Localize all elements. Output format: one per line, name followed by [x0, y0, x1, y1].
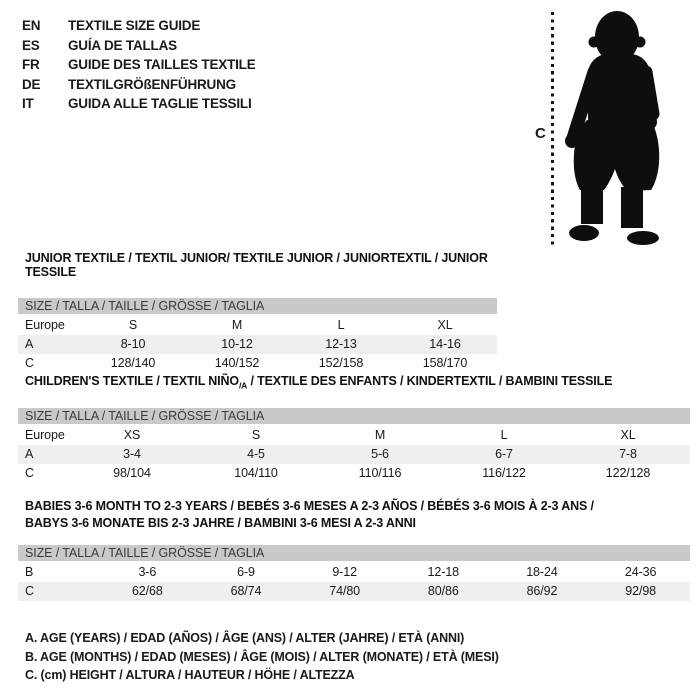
- table-cell: 152/158: [318, 356, 364, 370]
- table-header-row: [18, 545, 690, 562]
- table-cell: XL: [437, 318, 453, 332]
- toddler-silhouette-icon: [555, 0, 700, 250]
- language-row: [22, 16, 256, 36]
- row-label: Europe: [25, 427, 65, 442]
- table-header-row: [18, 408, 690, 425]
- language-title: GUÍA DE TALLAS: [68, 37, 177, 53]
- table-cell: L: [337, 318, 345, 332]
- section-childrens-textile: [18, 374, 690, 483]
- row-label: Europe: [25, 318, 65, 332]
- table-cell: 116/122: [482, 465, 526, 480]
- table-cell: 110/116: [358, 465, 402, 480]
- table-cell: 62/68: [131, 584, 163, 598]
- table-row: [18, 335, 497, 354]
- height-measure-dotted-line: [551, 12, 554, 245]
- language-title: GUIDA ALLE TAGLIE TESSILI: [68, 96, 252, 111]
- table-cell: 3-6: [138, 565, 157, 579]
- table-header: SIZE / TALLA / TAILLE / GRÖSSE / TAGLIA: [18, 408, 690, 425]
- table-cell: S: [251, 427, 261, 442]
- table-cell: XL: [620, 427, 636, 442]
- language-code: FR: [22, 57, 40, 72]
- legend-line-c: C. (cm) HEIGHT / ALTURA / HAUTEUR / HÖHE / ALTEZZA: [25, 668, 355, 682]
- language-row: [22, 75, 256, 95]
- language-list: [22, 16, 256, 114]
- table-header-row: [18, 298, 497, 315]
- section-junior-textile: [18, 251, 497, 373]
- table-cell: 74/80: [329, 584, 361, 598]
- table-cell: 86/92: [526, 584, 558, 598]
- row-label: B: [25, 565, 34, 579]
- measurement-legend: [25, 629, 499, 685]
- children-size-table: [18, 408, 690, 483]
- table-cell: 8-10: [120, 337, 146, 351]
- table-cell: 5-6: [371, 446, 389, 461]
- row-label: A: [25, 337, 34, 351]
- table-cell: 6-7: [495, 446, 513, 461]
- table-row: [18, 315, 497, 335]
- table-row: [18, 354, 497, 373]
- table-cell: 158/170: [422, 356, 468, 370]
- section-babies-textile: [18, 498, 690, 601]
- table-cell: S: [128, 318, 138, 332]
- height-measure-label: C: [535, 125, 546, 142]
- table-cell: 98/104: [113, 465, 151, 480]
- row-label: C: [25, 465, 34, 480]
- table-cell: 6-9: [237, 565, 255, 579]
- language-title: TEXTILGRÖßENFÜHRUNG: [68, 76, 236, 92]
- table-row: [18, 562, 690, 582]
- row-label: C: [25, 356, 34, 370]
- table-cell: 10-12: [221, 337, 253, 351]
- table-cell: 122/128: [605, 465, 651, 480]
- section-title: JUNIOR TEXTILE / TEXTIL JUNIOR/ TEXTILE JUNIOR / JUNIORTEXTIL / JUNIOR TESSILE: [25, 251, 488, 279]
- section-title-line2: BABYS 3-6 MONATE BIS 2-3 JAHRE / BAMBINI 3-6 MESI A 2-3 ANNI: [25, 516, 416, 530]
- section-title: CHILDREN'S TEXTILE / TEXTIL $NIÑO_{/A}$ / TEXTILE DES ENFANTS / KINDERTEXTIL / BAMBINI TESSILE: [25, 374, 613, 391]
- table-cell: M: [374, 427, 386, 442]
- junior-size-table: [18, 298, 497, 373]
- table-cell: 3-4: [123, 446, 141, 461]
- language-code: IT: [22, 96, 34, 111]
- table-cell: 18-24: [526, 565, 558, 579]
- table-cell: 80/86: [427, 584, 459, 598]
- table-cell: 12-13: [325, 337, 357, 351]
- gender-suffix-subscript: /A: [238, 380, 248, 391]
- language-code: EN: [22, 18, 41, 33]
- row-label: A: [25, 446, 34, 461]
- table-cell: 92/98: [625, 584, 657, 598]
- table-header: SIZE / TALLA / TAILLE / GRÖSSE / TAGLIA: [18, 545, 690, 562]
- table-cell: 128/140: [110, 356, 156, 370]
- table-row: [18, 464, 690, 483]
- table-cell: 24-36: [624, 565, 657, 579]
- language-code: DE: [22, 76, 41, 92]
- legend-line-b: B. AGE (MONTHS) / EDAD (MESES) / ÂGE (MOIS) / ALTER (MONATE) / ETÀ (MESI): [25, 649, 499, 664]
- language-title: TEXTILE SIZE GUIDE: [68, 18, 201, 33]
- table-cell: M: [231, 318, 243, 332]
- table-cell: 9-12: [332, 565, 357, 579]
- row-label: C: [25, 584, 34, 598]
- language-row: [22, 36, 256, 56]
- language-row: [22, 55, 256, 75]
- table-cell: 14-16: [429, 337, 461, 351]
- table-cell: 68/74: [230, 584, 262, 598]
- table-cell: 4-5: [247, 446, 265, 461]
- babies-size-table: [18, 545, 690, 601]
- table-cell: 7-8: [619, 446, 637, 461]
- table-row: [18, 582, 690, 601]
- table-cell: 104/110: [234, 465, 278, 480]
- table-cell: XS: [123, 427, 141, 442]
- table-cell: 12-18: [427, 565, 460, 579]
- table-cell: L: [500, 427, 508, 442]
- table-row: [18, 425, 690, 445]
- section-title: [18, 498, 690, 532]
- section-title-line1: BABIES 3-6 MONTH TO 2-3 YEARS / BEBÉS 3-6 MESES A 2-3 AÑOS / BÉBÉS 3-6 MOIS À 2-3 ANS /: [25, 499, 594, 513]
- language-code: ES: [22, 37, 40, 53]
- table-cell: 140/152: [214, 356, 260, 370]
- language-row: [22, 94, 256, 114]
- table-row: [18, 445, 690, 464]
- legend-line-a: A. AGE (YEARS) / EDAD (AÑOS) / ÂGE (ANS) / ALTER (JAHRE) / ETÀ (ANNI): [25, 631, 465, 645]
- language-title: GUIDE DES TAILLES TEXTILE: [68, 57, 256, 72]
- table-header: SIZE / TALLA / TAILLE / GRÖSSE / TAGLIA: [18, 298, 497, 315]
